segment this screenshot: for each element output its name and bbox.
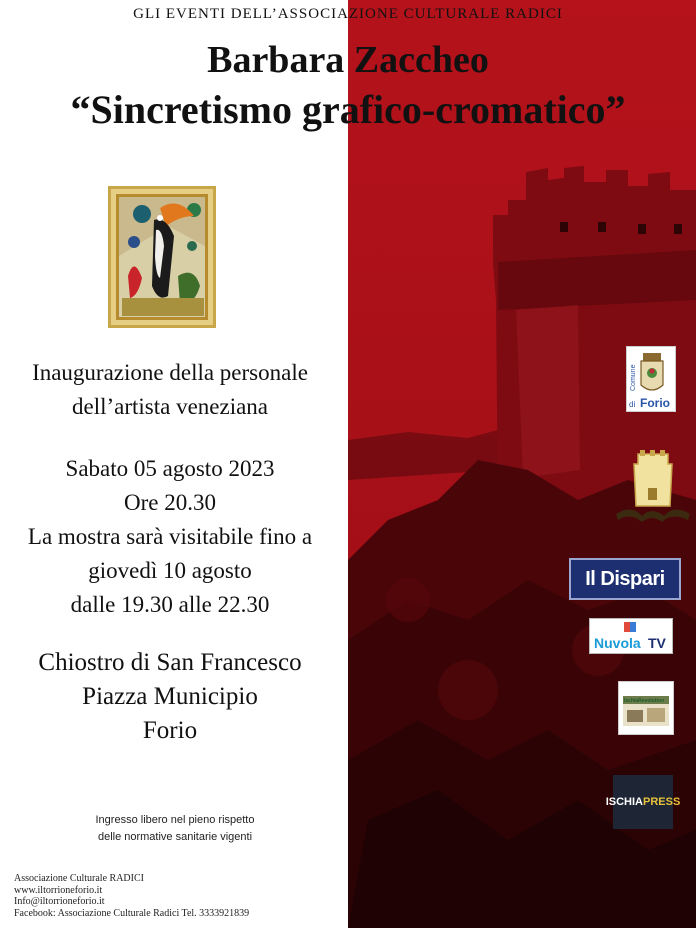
- entry-line: delle normative sanitarie vigenti: [97, 831, 253, 843]
- footer-email[interactable]: Info@iltorrioneforio.it: [14, 896, 105, 907]
- association-header: GLI EVENTI DELL’ASSOCIAZIONE CULTURALE RADICI: [133, 6, 563, 22]
- intro-line: Inaugurazione della personale: [32, 360, 308, 385]
- comune-name: Forio: [640, 396, 670, 410]
- date-info: [0, 452, 340, 622]
- comune-crest-icon: [641, 353, 663, 390]
- il-dispari-logo: Il Dispari: [569, 558, 681, 600]
- date-line: Sabato 05 agosto 2023: [65, 456, 275, 481]
- comune-forio-logo: [626, 346, 676, 412]
- entry-note: [60, 812, 290, 846]
- comune-label: Comune: [630, 364, 637, 391]
- ischia-revolution-logo: [618, 681, 674, 735]
- torrione-logo: [612, 448, 694, 528]
- intro-text: [0, 356, 340, 424]
- entry-line: Ingresso libero nel pieno rispetto: [95, 814, 255, 826]
- footer-org: Associazione Culturale RADICI: [14, 873, 144, 884]
- venue-info: [0, 646, 340, 748]
- time-line: Ore 20.30: [124, 490, 216, 515]
- ischiarev-name: IschiaRevolution: [624, 698, 665, 704]
- ischiapress-a: ISCHIA: [605, 796, 643, 808]
- torrione-logo-icon: [612, 448, 694, 528]
- intro-line: dell’artista veneziana: [71, 394, 269, 419]
- nuvola-tv: TV: [648, 635, 666, 651]
- venue-line: Forio: [142, 717, 198, 744]
- artist-name: Barbara Zaccheo: [207, 39, 489, 81]
- end-date-line: giovedì 10 agosto: [88, 558, 252, 583]
- nuvola-name: Nuvola: [594, 635, 641, 651]
- visit-line: La mostra sarà visitabile fino a: [27, 524, 313, 549]
- ischia-press-logo: [605, 775, 681, 829]
- footer-contacts: [14, 873, 249, 919]
- comune-prefix: di: [629, 400, 636, 409]
- hours-line: dalle 19.30 alle 22.30: [70, 592, 270, 617]
- exhibition-title: “Sincretismo grafico-cromatico”: [70, 87, 626, 132]
- nuvola-tv-logo: [589, 618, 673, 654]
- footer-website[interactable]: www.iltorrioneforio.it: [14, 884, 103, 896]
- painting-image: [108, 186, 216, 328]
- ischiapress-b: PRESS: [643, 796, 681, 808]
- venue-line: Piazza Municipio: [82, 683, 258, 710]
- footer-facebook: Facebook: Associazione Culturale Radici Tel. 3333921839: [14, 907, 250, 919]
- venue-line: Chiostro di San Francesco: [38, 649, 302, 676]
